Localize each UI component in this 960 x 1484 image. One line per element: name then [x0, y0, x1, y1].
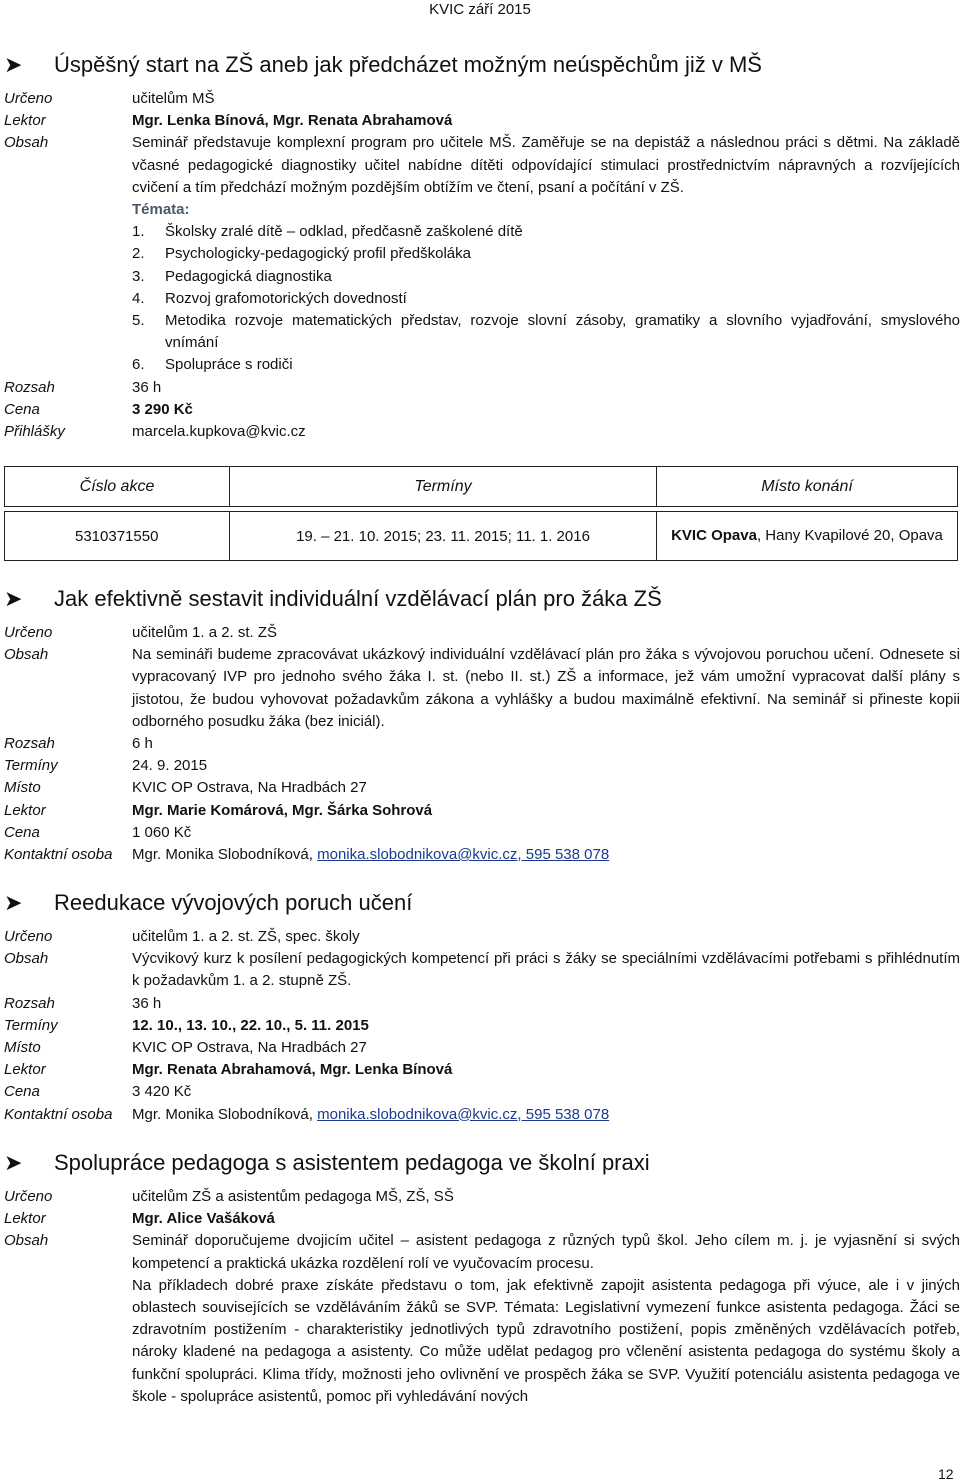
- list-item: 5. Metodika rozvoje matematických představ, rozvoje slovní zásoby, gramatiky a slovního vyjadřování, smyslového vnímání: [132, 312, 960, 352]
- value-urceno: učitelům 1. a 2. st. ZŠ, spec. školy: [132, 928, 360, 945]
- arrow-bullet-icon: ➤: [4, 52, 23, 77]
- row-lektor: Lektor Mgr. Renata Abrahamová, Mgr. Lenka Bínová: [4, 1059, 960, 1081]
- row-terminy: Termíny 24. 9. 2015: [4, 755, 960, 777]
- page-number: 12: [938, 1466, 954, 1482]
- arrow-bullet-icon: ➤: [4, 1150, 23, 1175]
- cell-misto: KVIC Opava, Hany Kvapilové 20, Opava: [657, 512, 958, 561]
- cell-terminy: 19. – 21. 10. 2015; 23. 11. 2015; 11. 1. 2016: [230, 512, 657, 561]
- value-kontakt: Mgr. Monika Slobodníková, monika.slobodnikova@kvic.cz, 595 538 078: [132, 846, 610, 864]
- arrow-bullet-icon: ➤: [4, 586, 23, 611]
- page-header: KVIC září 2015: [429, 1, 531, 18]
- themes-label: Témata:: [132, 201, 190, 219]
- value-rozsah: 36 h: [132, 994, 162, 1012]
- list-item: 6. Spolupráce s rodiči: [132, 356, 293, 374]
- arrow-bullet-icon: ➤: [4, 890, 23, 915]
- value-urceno: učitelům ZŠ a asistentům pedagoga MŠ, ZŠ, SŠ: [132, 1188, 454, 1205]
- section-title-text: Spolupráce pedagoga s asistentem pedagoga ve školní praxi: [54, 1150, 650, 1175]
- row-obsah: Obsah Výcvikový kurz k posílení pedagogických kompetencí při práci s žáky se speciálními vzdělávacími potřebami s přihlédnutím k požadavkům 1. a 2. stupně ZŠ.: [4, 948, 960, 992]
- label-urceno: Určeno: [4, 90, 53, 107]
- list-item: 1. Školsky zralé dítě – odklad, předčasně zaškolené dítě: [132, 223, 523, 241]
- row-obsah: [4, 132, 960, 376]
- value-lektor: Mgr. Renata Abrahamová, Mgr. Lenka Bínová: [132, 1061, 453, 1079]
- value-cena: 1 060 Kč: [132, 823, 192, 841]
- section-title-text: Jak efektivně sestavit individuální vzdělávací plán pro žáka ZŠ: [54, 586, 662, 611]
- value-lektor: Mgr. Marie Komárová, Mgr. Šárka Sohrová: [132, 801, 433, 819]
- row-cena: Cena 1 060 Kč: [4, 822, 960, 844]
- column-header-terminy: Termíny: [230, 467, 657, 507]
- row-kontakt: Kontaktní osoba Mgr. Monika Slobodníková, monika.slobodnikova@kvic.cz, 595 538 078: [4, 844, 960, 866]
- column-header-misto: Místo konání: [657, 467, 958, 507]
- label-obsah: Obsah: [4, 134, 49, 152]
- contact-email-link[interactable]: monika.slobodnikova@kvic.cz, 595 538 078: [317, 846, 610, 864]
- contact-email-link[interactable]: monika.slobodnikova@kvic.cz, 595 538 078: [317, 1105, 610, 1123]
- row-lektor: Lektor Mgr. Marie Komárová, Mgr. Šárka Sohrová: [4, 800, 960, 822]
- value-misto: KVIC OP Ostrava, Na Hradbách 27: [132, 1039, 367, 1057]
- value-rozsah: 6 h: [132, 735, 153, 753]
- value-cena: 3 420 Kč: [132, 1083, 192, 1101]
- row-urceno: Určeno učitelům 1. a 2. st. ZŠ: [4, 622, 960, 644]
- section-4-details: [4, 1186, 960, 1408]
- value-obsah: [132, 132, 960, 376]
- obsah-paragraph-1: Seminář doporučujeme dvojicím učitel – asistent pedagoga z různých typů škol. Jeho cílem m. j. je vyjasnění si svých kompetencí a praktická ukázka rozdělení rolí ve vyučovacím procesu.: [132, 1232, 960, 1272]
- section-title-3: [4, 890, 412, 916]
- label-rozsah: Rozsah: [4, 378, 55, 396]
- obsah-text: Seminář představuje komplexní program pro učitele MŠ. Zaměřuje se na depistáž a následnou práci s dětmi. Na základě včasné pedagogické diagnostiky učitel nabídne dítěti odpovídající stimulaci prostřednictvím nápravných a rozvíjejících cvičení a tím předchází možným pozdějším obtížím ve čtení, psaní a počítání v ZŠ.: [132, 134, 960, 196]
- course-dates-table: [4, 466, 958, 561]
- table-row: [5, 512, 958, 561]
- value-urceno: učitelům 1. a 2. st. ZŠ: [132, 624, 278, 641]
- value-urceno: učitelům MŠ: [132, 90, 215, 107]
- label-prihlasky: Přihlášky: [4, 423, 65, 441]
- section-title-2: [4, 586, 662, 612]
- cell-cislo: 5310371550: [5, 512, 230, 561]
- section-title-text: Reedukace vývojových poruch učení: [54, 890, 413, 915]
- obsah-paragraph-2: Na příkladech dobré praxe získáte představu o tom, jak efektivně zapojit asistenta pedagoga při výuce, ale i v jiných oblastech souvisejících se vzděláváním žáků se SVP. Témata: Legislativní vymezení funkce asistenta pedagoga. Žáci se zdravotním postižením - charakteristiky jednotlivých typů zdravotního postižení, popis změněných vzdělávacích potřeb, nároky kladené na pedagoga a asistenty. Co může udělat pedagog pro včlenění asistenta pedagoga do systému školy a funkční spolupráci. Klima třídy, možnosti jeho ovlivnění ve prospěch žáka se SVP. Využití potenciálu asistenta pedagoga ve škole - spolupráce asistentů, pomoc při vyhledávání nových: [132, 1276, 960, 1405]
- value-rozsah: 36 h: [132, 378, 162, 396]
- row-rozsah: Rozsah 36 h: [4, 993, 960, 1015]
- row-lektor: [4, 110, 960, 132]
- label-lektor: Lektor: [4, 112, 46, 130]
- value-kontakt: Mgr. Monika Slobodníková, monika.slobodnikova@kvic.cz, 595 538 078: [132, 1105, 610, 1123]
- section-title-1: [4, 52, 762, 78]
- topics-list: [132, 221, 960, 376]
- section-title-text: Úspěšný start na ZŠ aneb jak předcházet možným neúspěchům již v MŠ: [54, 52, 762, 77]
- table-header-row: [5, 467, 958, 507]
- value-obsah: Na semináři budeme zpracovávat ukázkový individuální vzdělávací plán pro žáka s vývojovou poruchou učení. Odnesete si vypracovaný IVP pro jednoho svého žáka I. st. (nebo II. st.) ZŠ a informace, jež vám umožní vypracovat další plány s jistotou, že budou vyhovovat požadavkům zákona a vyhlášky a budou maximálně efektivní. Na seminář si přineste kopii odborného posudku žáka (bez iniciál).: [132, 646, 960, 730]
- row-prihlasky: [4, 421, 960, 443]
- value-prihlasky-email[interactable]: marcela.kupkova@kvic.cz: [132, 423, 306, 441]
- section-1-details: [4, 88, 960, 443]
- value-misto: KVIC OP Ostrava, Na Hradbách 27: [132, 779, 367, 797]
- section-2-details: [4, 622, 960, 866]
- value-obsah: [132, 1230, 960, 1408]
- list-item: 3. Pedagogická diagnostika: [132, 267, 332, 285]
- row-lektor: Lektor Mgr. Alice Vašáková: [4, 1208, 960, 1230]
- value-terminy: 24. 9. 2015: [132, 757, 208, 775]
- label-cena: Cena: [4, 400, 40, 418]
- section-3-details: [4, 926, 960, 1126]
- row-misto: Místo KVIC OP Ostrava, Na Hradbách 27: [4, 1037, 960, 1059]
- row-urceno: [4, 88, 960, 110]
- section-title-4: [4, 1150, 650, 1176]
- row-rozsah: Rozsah 6 h: [4, 733, 960, 755]
- row-urceno: Určeno učitelům ZŠ a asistentům pedagoga MŠ, ZŠ, SŠ: [4, 1186, 960, 1208]
- row-obsah: Obsah Na semináři budeme zpracovávat ukázkový individuální vzdělávací plán pro žáka s vývojovou poruchou učení. Odnesete si vypracovaný IVP pro jednoho svého žáka I. st. (nebo II. st.) ZŠ a informace, jež vám umožní vypracovat další plány s jistotou, že budou vyhovovat požadavkům zákona a vyhlášky a budou maximálně efektivní. Na seminář si přineste kopii odborného posudku žáka (bez iniciál).: [4, 644, 960, 733]
- row-cena: Cena 3 420 Kč: [4, 1081, 960, 1103]
- list-item: 2. Psychologicky-pedagogický profil předškoláka: [132, 245, 471, 263]
- column-header-cislo: Číslo akce: [5, 467, 230, 507]
- row-misto: Místo KVIC OP Ostrava, Na Hradbách 27: [4, 777, 960, 799]
- row-obsah: Obsah Seminář doporučujeme dvojicím učitel – asistent pedagoga z různých typů škol. Jeho cílem m. j. je vyjasnění si svých kompetencí a praktická ukázka rozdělení rolí ve vyučovacím procesu. Na příkladech dobré praxe získáte představu o tom, jak efektivně zapojit asistenta pedagoga při výuce, ale i v jiných oblastech souvisejících se vzděláváním žáků se SVP. Témata: Legislativní vymezení funkce asistenta pedagoga. Žáci se zdravotním postižením - charakteristiky jednotlivých typů zdravotního postižení, popis změněných vzdělávacích potřeb, nároky kladené na pedagoga a asistenty. Co může udělat pedagog pro včlenění asistenta pedagoga do systému školy a funkční spolupráci. Klima třídy, možnosti jeho ovlivnění ve prospěch žáka se SVP. Využití potenciálu asistenta pedagoga ve škole - spolupráce asistentů, pomoc při vyhledávání nových: [4, 1230, 960, 1408]
- row-urceno: Určeno učitelům 1. a 2. st. ZŠ, spec. školy: [4, 926, 960, 948]
- row-terminy: Termíny 12. 10., 13. 10., 22. 10., 5. 11. 2015: [4, 1015, 960, 1037]
- value-lektor: Mgr. Lenka Bínová, Mgr. Renata Abrahamová: [132, 112, 453, 130]
- value-obsah: Výcvikový kurz k posílení pedagogických kompetencí při práci s žáky se speciálními vzdělávacími potřebami s přihlédnutím k požadavkům 1. a 2. stupně ZŠ.: [132, 950, 960, 990]
- value-cena: 3 290 Kč: [132, 400, 193, 418]
- value-terminy: 12. 10., 13. 10., 22. 10., 5. 11. 2015: [132, 1016, 369, 1034]
- value-lektor: Mgr. Alice Vašáková: [132, 1210, 275, 1228]
- row-kontakt: Kontaktní osoba Mgr. Monika Slobodníková, monika.slobodnikova@kvic.cz, 595 538 078: [4, 1104, 960, 1126]
- list-item: 4. Rozvoj grafomotorických dovedností: [132, 289, 407, 307]
- row-rozsah: [4, 377, 960, 399]
- row-cena: [4, 399, 960, 421]
